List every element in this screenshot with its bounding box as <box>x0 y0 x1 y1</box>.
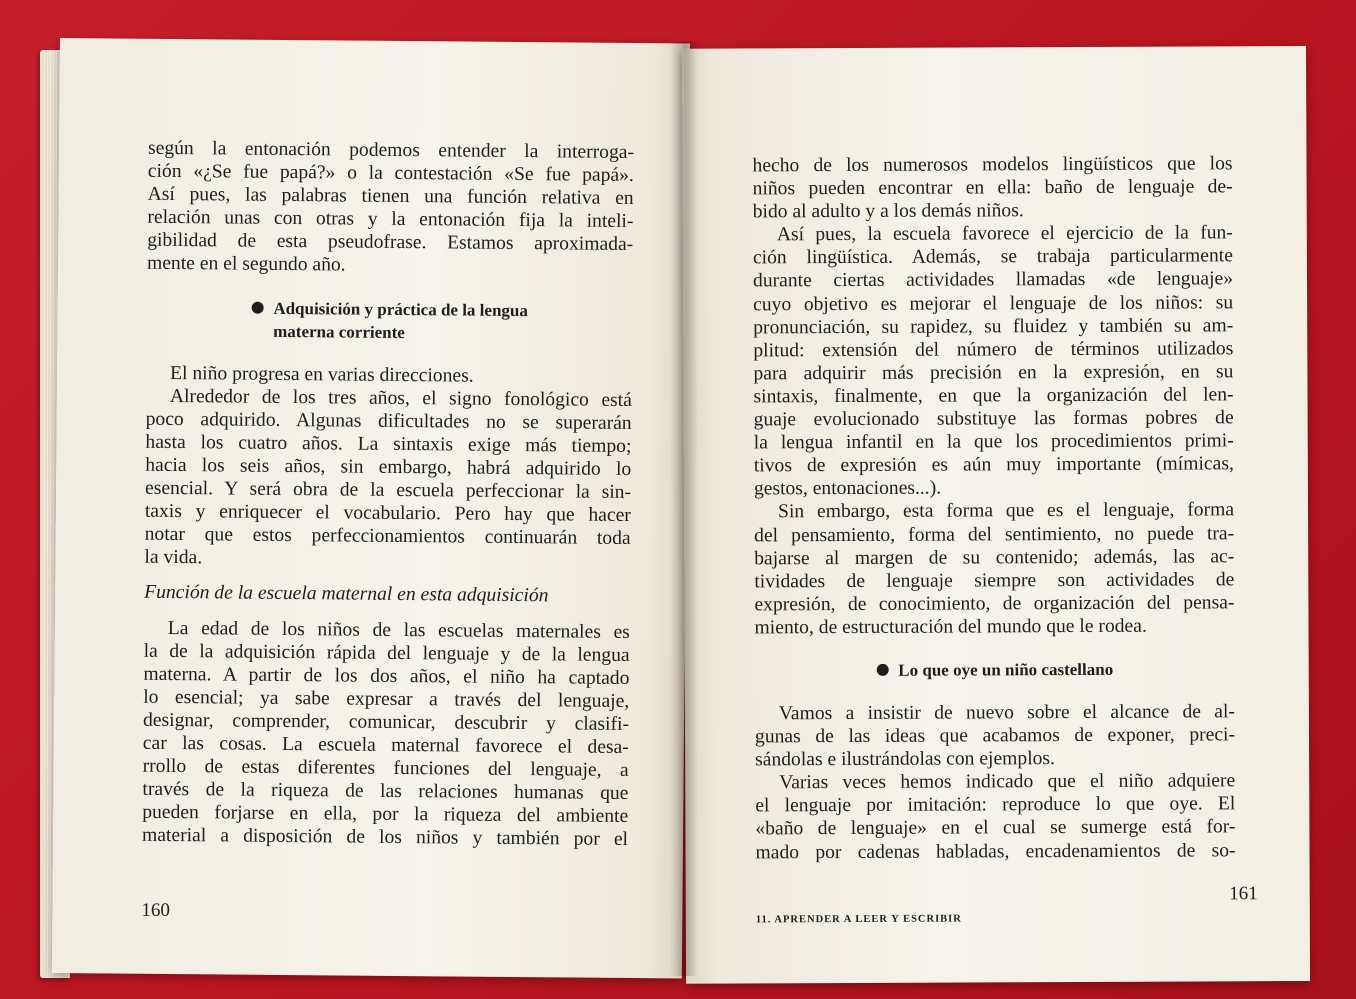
paragraph <box>755 770 1235 864</box>
text-line: tividades de lenguaje siempre son actividades de <box>754 569 1235 593</box>
text-line: mente en el segundo año. <box>146 253 346 276</box>
left-page <box>52 38 690 978</box>
section-heading <box>755 657 1235 682</box>
text-line: niños pueden encontrar en ella: baño de lenguaje de- <box>752 176 1233 200</box>
text-line: Sin embargo, esta forma que es el lenguaje, forma <box>777 499 1235 523</box>
text-line: ción lingüística. Además, se trabaja particularmente <box>752 245 1233 269</box>
text-line: para adquirir más precisión en la expresión, en su <box>753 361 1234 385</box>
text-line: relación unas con otras y la entonación fija la inteli- <box>147 207 634 233</box>
section-heading <box>146 295 632 345</box>
text-line: guaje evolucionado substituye las formas pobres de <box>753 407 1234 431</box>
text-line: través de la riqueza de las relaciones humanas que <box>142 778 629 805</box>
text-line: taxis y enriquecer el vocabulario. Pero hay que hacer <box>144 500 631 527</box>
text-line: plitud: extensión del número de términos utilizados <box>753 338 1234 362</box>
text-line: materna. A partir de los dos años, el niño ha captado <box>143 663 630 689</box>
page-number: 160 <box>141 899 170 921</box>
text-line: Varias veces hemos indicado que el niño adquiere <box>779 770 1236 794</box>
left-page-body <box>142 137 634 852</box>
paragraph <box>144 384 632 573</box>
bullet-icon <box>876 664 888 676</box>
text-line: bido al adulto y a los demás niños. <box>752 200 1024 223</box>
text-line: poco adquirido. Algunas dificultades no se superarán <box>145 408 632 434</box>
text-line: tivos de expresión es aún muy importante (mímicas, <box>753 453 1234 477</box>
text-line: bajarse al margen de su contenido; además, las ac- <box>754 545 1235 570</box>
text-line: el lenguaje por imitación: reproduce lo que oye. El <box>755 793 1236 817</box>
text-line: durante ciertas actividades llamadas «de lenguaje» <box>752 268 1234 292</box>
text-line: El niño progresa en varias direcciones. <box>169 362 474 387</box>
text-line: «baño de lenguaje» en el cual se sumerge está for- <box>755 816 1236 840</box>
text-line: esencial. Y será obra de la escuela perfeccionar la sin- <box>144 477 632 504</box>
text-line: ción «¿Se fue papá?» o la contestación «Se fue papá». <box>147 160 634 187</box>
text-line: La edad de los niños de las escuelas maternales es <box>167 617 630 643</box>
text-line: sándolas e ilustrándolas con ejemplos. <box>755 748 1055 771</box>
text-line: del pensamiento, forma del sentimiento, no puede tra- <box>754 522 1235 546</box>
text-line: hasta los cuatro años. La sintaxis exige más tiempo; <box>145 431 632 457</box>
text-line: gunas de las ideas que acabamos de exponer, preci- <box>754 724 1236 748</box>
text-line: la de la adquisición rápida del lenguaje y de la lengua <box>143 640 630 666</box>
page-number: 161 <box>1229 883 1258 905</box>
text-line: hecho de los numerosos modelos lingüísticos que los <box>752 153 1233 177</box>
text-line: material a disposición de los niños y también por el <box>141 825 629 851</box>
text-line: la vida. <box>144 547 203 569</box>
text-line: Así pues, la escuela favorece el ejercicio de la fun- <box>776 222 1233 246</box>
text-line: pronunciación, su rapidez, su fluidez y también su am- <box>753 314 1234 339</box>
text-line: la lengua infantil en la que los procedimientos primi- <box>753 430 1234 454</box>
subheading: Función de la escuela maternal en esta adquisición <box>144 582 549 607</box>
bullet-icon <box>251 301 263 313</box>
paragraph <box>752 152 1232 223</box>
text-line: gibilidad de esta pseudofrase. Estamos aproximada- <box>147 230 634 256</box>
paragraph <box>147 137 634 280</box>
text-line: pueden forjarse en ella, por la riqueza del ambiente <box>142 801 629 828</box>
signature-mark: 11. APRENDER A LEER Y ESCRIBIR <box>755 913 962 926</box>
text-line: miento, de estructuración del mundo que le rodea. <box>754 615 1147 639</box>
text-line: Vamos a insistir de nuevo sobre el alcance de al- <box>778 701 1235 725</box>
heading-line: materna corriente <box>273 321 405 342</box>
text-line: lo esencial; ya sabe expresar a través del lenguaje, <box>143 686 630 712</box>
paragraph <box>754 499 1235 640</box>
text-line: designar, comprender, comunicar, descubrir y clasifi- <box>142 709 630 735</box>
text-line: expresión, de conocimiento, de organización del pensa- <box>754 592 1235 616</box>
text-line: sintaxis, finalmente, en que la organización del len- <box>753 384 1234 408</box>
paragraph <box>755 700 1235 771</box>
open-book <box>40 28 1312 978</box>
text-line: según la entonación podemos entender la interroga- <box>147 137 635 164</box>
text-line: Así pues, las palabras tienen una función relativa en <box>147 183 634 210</box>
text-line: car las cosas. La escuela maternal favorece el desa- <box>142 732 629 758</box>
paragraph <box>753 222 1234 501</box>
right-page <box>682 46 1310 984</box>
text-line: cuyo objetivo es mejorar el lenguaje de los niños: su <box>753 291 1234 315</box>
text-line: rrollo de estas diferentes funciones del lenguaje, a <box>142 755 629 782</box>
text-line: gestos, entonaciones...). <box>753 477 942 500</box>
heading-line: Adquisición y práctica de la lengua <box>273 298 529 320</box>
text-line: hacia los seis años, sin embargo, habrá adquirido lo <box>145 454 632 480</box>
text-line: mado por cadenas habladas, encadenamientos de so- <box>755 839 1236 863</box>
right-page-body <box>752 152 1235 864</box>
text-line: notar que estos perfeccionamientos continuarán toda <box>144 523 631 550</box>
text-line: Alrededor de los tres años, el signo fonológico está <box>169 385 632 411</box>
paragraph <box>142 616 630 851</box>
heading-line: Lo que oye un niño castellano <box>898 659 1114 680</box>
